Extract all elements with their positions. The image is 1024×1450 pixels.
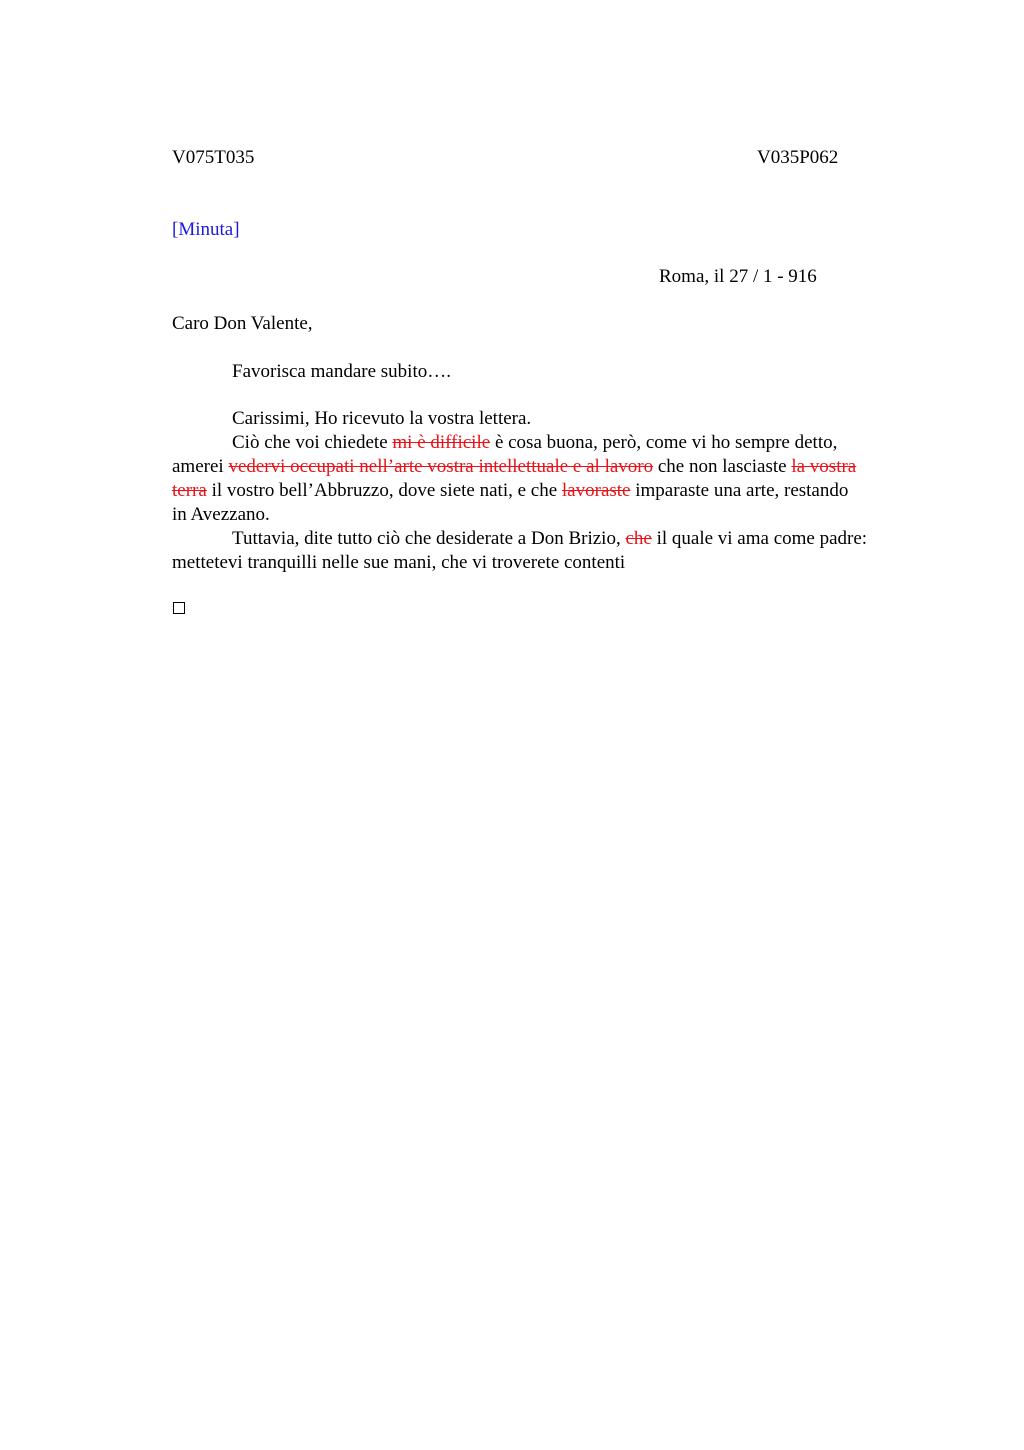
opening-line: Favorisca mandare subito…. bbox=[232, 361, 451, 382]
minuta-label: [Minuta] bbox=[172, 219, 240, 240]
deleted-text: la vostra bbox=[791, 456, 857, 477]
body-text: amerei bbox=[172, 456, 229, 477]
body-line-7 bbox=[172, 551, 932, 575]
body-text: il quale vi ama come padre: bbox=[651, 528, 868, 549]
body-text: in Avezzano. bbox=[172, 504, 270, 525]
body-text: il vostro bell’Abbruzzo, dove siete nati, e che bbox=[206, 480, 562, 501]
document-code-right: V035P062 bbox=[757, 147, 839, 168]
body-text: è cosa buona, però, come vi ho sempre detto, bbox=[490, 432, 838, 453]
document-code-left: V075T035 bbox=[172, 147, 255, 168]
date-line: Roma, il 27 / 1 - 916 bbox=[659, 266, 817, 287]
deleted-text: che bbox=[625, 528, 652, 549]
deleted-text: mi è difficile bbox=[392, 432, 491, 453]
body-text: Ciò che voi chiedete bbox=[232, 432, 393, 453]
body-text: imparaste una arte, restando bbox=[630, 480, 849, 501]
deleted-text: terra bbox=[172, 480, 207, 501]
body-text: Tuttavia, dite tutto ciò che desiderate a Don Brizio, bbox=[232, 528, 626, 549]
deleted-text: lavoraste bbox=[561, 480, 631, 501]
body-text: mettetevi tranquilli nelle sue mani, che vi troverete contenti bbox=[172, 552, 626, 573]
letter-body bbox=[172, 407, 932, 575]
body-line-3 bbox=[172, 455, 932, 479]
body-text: che non lasciaste bbox=[653, 456, 792, 477]
body-line-1 bbox=[172, 407, 932, 431]
body-line-6 bbox=[172, 527, 932, 551]
salutation: Caro Don Valente, bbox=[172, 313, 313, 334]
body-line-5 bbox=[172, 503, 932, 527]
body-text: Carissimi, Ho ricevuto la vostra lettera. bbox=[232, 408, 532, 429]
deleted-text: vedervi occupati nell’arte vostra intellettuale e al lavoro bbox=[228, 456, 654, 477]
empty-square-icon bbox=[173, 602, 185, 614]
body-line-4 bbox=[172, 479, 932, 503]
body-line-2 bbox=[172, 431, 932, 455]
